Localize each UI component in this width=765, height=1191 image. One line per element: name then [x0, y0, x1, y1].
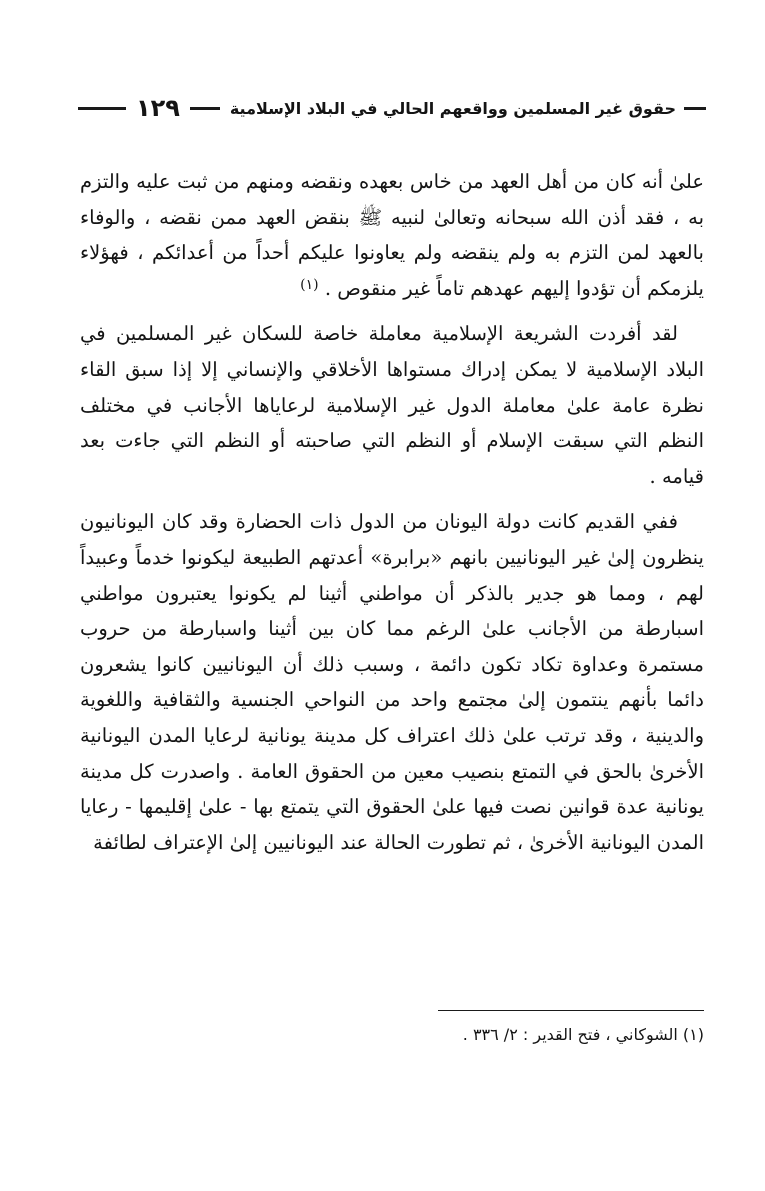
paragraph-2 [80, 316, 704, 494]
header-rule-start [684, 107, 706, 110]
paragraph-text: لقد أفردت الشريعة الإسلامية معاملة خاصة للسكان غير المسلمين في البلاد الإسلامية لا يمكن إدراك مستواها الأخلاقي والإنساني إلا إذا سبق القاء نظرة عامة علىٰ معاملة الدول غير الإسلامية لرعاياها الأجانب في مختلف النظم التي سبقت الإسلام أو النظم التي صاحبته أو النظم التي جاءت بعد قيامه . [80, 322, 704, 488]
paragraph-text: ففي القديم كانت دولة اليونان من الدول ذات الحضارة وقد كان اليونانيون ينظرون إلىٰ غير اليونانيين بانهم «برابرة» أعدتهم الطبيعة ليكونوا خدماً وعبيداً لهم ، ومما هو جدير بالذكر أن مواطني أثينا لم يكونوا يعتبرون مواطني اسبارطة من الأجانب علىٰ الرغم مما كان بين أثينا واسبارطة من حروب مستمرة وعداوة تكاد تكون دائمة ، وسبب ذلك أن اليونانيين كانوا يشعرون دائما بأنهم ينتمون إلىٰ مجتمع واحد من النواحي الجنسية والثقافية واللغوية والدينية ، وقد ترتب علىٰ ذلك اعتراف كل مدينة يونانية لرعايا المدن اليونانية الأخرىٰ بالحق في التمتع بنصيب معين من الحقوق العامة . واصدرت كل مدينة يونانية عدة قوانين نصت فيها علىٰ الحقوق التي يتمتع بها - علىٰ إقليمها - رعايا المدن اليونانية الأخرىٰ ، ثم تطورت الحالة عند اليونانيين إلىٰ الإعتراف لطائفة [80, 510, 704, 854]
paragraph-text: علىٰ أنه كان من أهل العهد من خاس بعهده ونقضه ومنهم من ثبت عليه والتزم به ، فقد أذن الله سبحانه وتعالىٰ لنبيه ﷺ بنقض العهد ممن نقضه ، والوفاء بالعهد لمن التزم به ولم ينقضه ولم يعاونوا عليكم أحداً من أعدائكم ، فهؤلاء يلزمكم أن تؤدوا إليهم عهدهم تاماً غير منقوص . [80, 170, 704, 300]
running-title: حقوق غير المسلمين وواقعهم الحالي في البلاد الإسلامية [229, 98, 676, 118]
paragraph-3 [80, 504, 704, 860]
running-header [78, 88, 706, 128]
paragraph-1 [80, 164, 704, 306]
footnote-separator [438, 1010, 704, 1011]
page-number: ١٢٩ [136, 94, 180, 122]
header-rule-middle [190, 107, 220, 110]
footnote-reference: (١) [300, 276, 319, 293]
footnote: (١) الشوكاني ، فتح القدير : ٢/ ٣٣٦ . [462, 1025, 704, 1044]
body-text [80, 164, 704, 860]
header-rule-end [78, 107, 126, 110]
